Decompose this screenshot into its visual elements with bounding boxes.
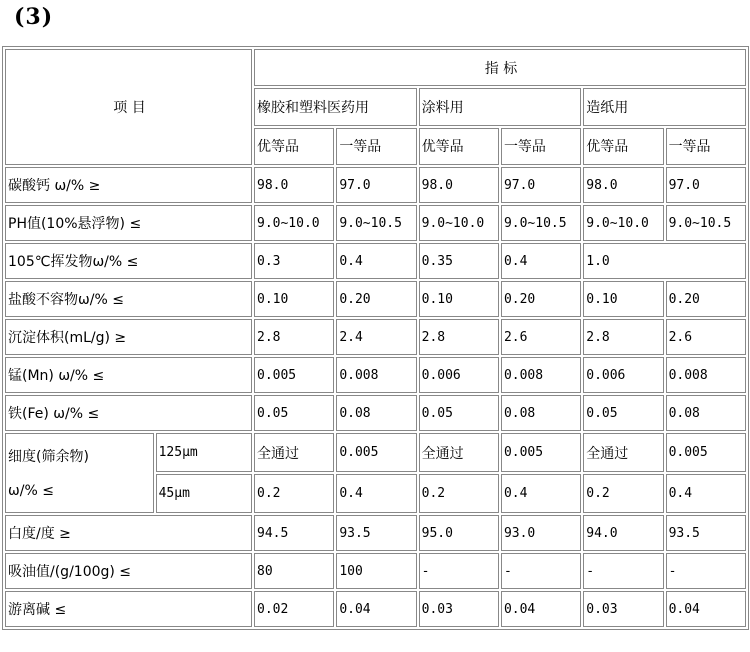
- table-cell: 98.0: [583, 167, 663, 203]
- row-label: 游离碱 ≤: [5, 591, 252, 627]
- table-row: [5, 243, 746, 279]
- table-cell: 0.10: [583, 281, 663, 317]
- item-header: 项 目: [5, 49, 252, 165]
- table-cell: 0.10: [254, 281, 334, 317]
- sieve-size: 45μm: [156, 474, 252, 513]
- table-cell: 98.0: [254, 167, 334, 203]
- table-row: [5, 281, 746, 317]
- grade-header: 优等品: [583, 128, 663, 165]
- grade-header: 优等品: [419, 128, 499, 165]
- fineness-row-125: [5, 433, 746, 472]
- grade-header: 一等品: [501, 128, 581, 165]
- table-cell: 0.02: [254, 591, 334, 627]
- table-cell: 9.0~10.5: [666, 205, 746, 241]
- table-cell: 0.4: [501, 243, 581, 279]
- table-cell: 2.6: [501, 319, 581, 355]
- group-header: 涂料用: [419, 88, 582, 125]
- table-cell: 9.0~10.0: [419, 205, 499, 241]
- row-label: 锰(Mn) ω/% ≤: [5, 357, 252, 393]
- table-cell: 0.005: [501, 433, 581, 472]
- table-cell: 0.08: [501, 395, 581, 431]
- table-cell: 0.008: [666, 357, 746, 393]
- fineness-label-line2: ω/% ≤: [8, 483, 54, 499]
- table-cell: 97.0: [666, 167, 746, 203]
- table-cell: 0.05: [583, 395, 663, 431]
- table-cell: 2.8: [419, 319, 499, 355]
- row-label: 105℃挥发物ω/% ≤: [5, 243, 252, 279]
- table-cell: 0.006: [583, 357, 663, 393]
- table-cell: 95.0: [419, 515, 499, 551]
- table-cell: 全通过: [583, 433, 663, 472]
- table-row: [5, 357, 746, 393]
- table-cell: 0.20: [666, 281, 746, 317]
- table-cell: 0.10: [419, 281, 499, 317]
- table-cell: 0.005: [336, 433, 416, 472]
- table-cell: 0.3: [254, 243, 334, 279]
- section-heading: (3): [14, 4, 54, 30]
- table-cell: -: [419, 553, 499, 589]
- grade-header: 一等品: [666, 128, 746, 165]
- table-cell: 98.0: [419, 167, 499, 203]
- grade-header: 一等品: [336, 128, 416, 165]
- table-cell: 0.005: [666, 433, 746, 472]
- table-cell: 9.0~10.5: [501, 205, 581, 241]
- table-cell: 0.2: [583, 474, 663, 513]
- table-cell: 0.008: [501, 357, 581, 393]
- table-cell: 97.0: [336, 167, 416, 203]
- table-cell: 2.6: [666, 319, 746, 355]
- table-cell: -: [666, 553, 746, 589]
- row-label: 铁(Fe) ω/% ≤: [5, 395, 252, 431]
- table-cell: 2.8: [583, 319, 663, 355]
- table-cell: 0.05: [254, 395, 334, 431]
- table-row: [5, 591, 746, 627]
- table-cell: 93.0: [501, 515, 581, 551]
- table-cell: 0.2: [419, 474, 499, 513]
- table-cell: 0.08: [666, 395, 746, 431]
- sieve-size: 125μm: [156, 433, 252, 472]
- table-cell: 9.0~10.0: [583, 205, 663, 241]
- table-cell: 0.03: [583, 591, 663, 627]
- table-cell: 0.008: [336, 357, 416, 393]
- table-cell: 93.5: [666, 515, 746, 551]
- table-cell: 93.5: [336, 515, 416, 551]
- table-cell: -: [501, 553, 581, 589]
- table-row: [5, 205, 746, 241]
- table-cell: 97.0: [501, 167, 581, 203]
- row-label: 沉淀体积(mL/g) ≥: [5, 319, 252, 355]
- table-cell: 0.4: [336, 474, 416, 513]
- table-cell: 0.006: [419, 357, 499, 393]
- header-row-1: [5, 49, 746, 86]
- grade-header: 优等品: [254, 128, 334, 165]
- table-cell: 9.0~10.5: [336, 205, 416, 241]
- group-header: 造纸用: [583, 88, 746, 125]
- spec-table: [2, 46, 749, 630]
- table-cell: 80: [254, 553, 334, 589]
- table-row: [5, 319, 746, 355]
- table-cell: 0.35: [419, 243, 499, 279]
- table-cell: 0.2: [254, 474, 334, 513]
- table-cell: -: [583, 553, 663, 589]
- table-cell: 2.4: [336, 319, 416, 355]
- table-cell: 0.04: [336, 591, 416, 627]
- group-header: 橡胶和塑料医药用: [254, 88, 417, 125]
- table-cell: 0.04: [666, 591, 746, 627]
- table-row: [5, 515, 746, 551]
- table-cell: 0.4: [336, 243, 416, 279]
- table-cell: 全通过: [419, 433, 499, 472]
- indicator-header: 指 标: [254, 49, 746, 86]
- table-cell: 0.05: [419, 395, 499, 431]
- table-cell: 0.4: [666, 474, 746, 513]
- row-label: 吸油值/(g/100g) ≤: [5, 553, 252, 589]
- table-cell: 94.5: [254, 515, 334, 551]
- table-cell: 全通过: [254, 433, 334, 472]
- table-cell: 2.8: [254, 319, 334, 355]
- table-cell: 0.08: [336, 395, 416, 431]
- table-cell: 0.04: [501, 591, 581, 627]
- table-cell: 1.0: [583, 243, 746, 279]
- table-cell: 100: [336, 553, 416, 589]
- table-cell: 0.20: [501, 281, 581, 317]
- row-label: 白度/度 ≥: [5, 515, 252, 551]
- table-cell: 9.0~10.0: [254, 205, 334, 241]
- row-label: PH值(10%悬浮物) ≤: [5, 205, 252, 241]
- table-row: [5, 553, 746, 589]
- table-cell: 0.005: [254, 357, 334, 393]
- fineness-label-line1: 细度(筛余物): [8, 449, 89, 465]
- table-cell: 0.20: [336, 281, 416, 317]
- table-cell: 94.0: [583, 515, 663, 551]
- row-label: 碳酸钙 ω/% ≥: [5, 167, 252, 203]
- row-label: 盐酸不容物ω/% ≤: [5, 281, 252, 317]
- table-cell: 0.4: [501, 474, 581, 513]
- fineness-label: [5, 433, 154, 513]
- table-row: [5, 167, 746, 203]
- table-row: [5, 395, 746, 431]
- table-cell: 0.03: [419, 591, 499, 627]
